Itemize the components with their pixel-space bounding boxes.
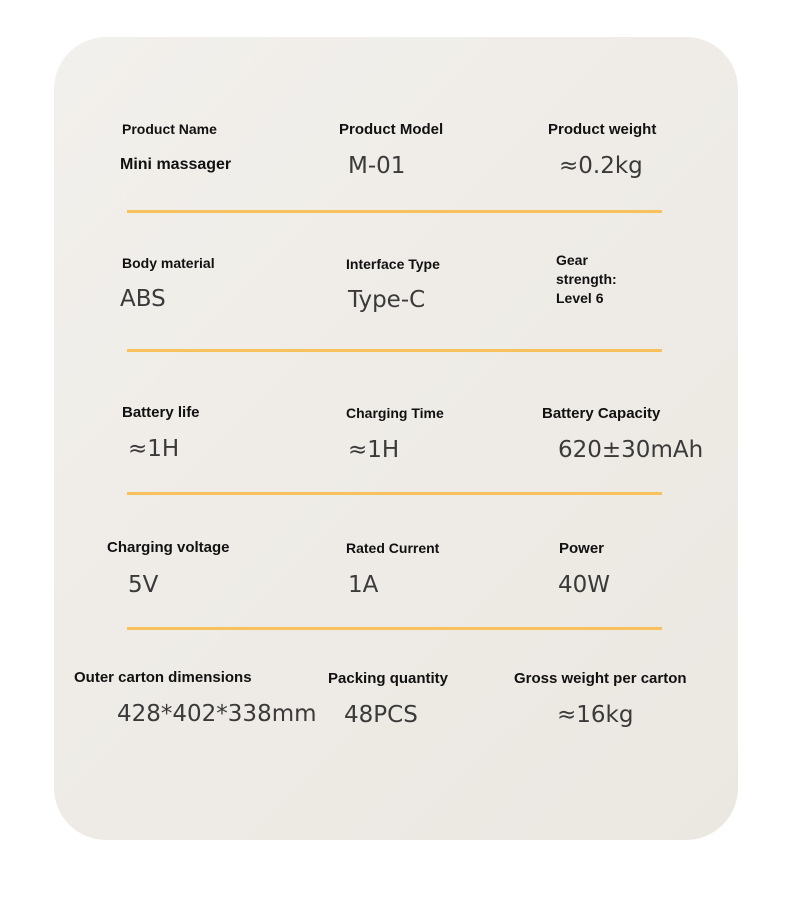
spec-value-outer-carton-dimensions: 428*402*338mm xyxy=(117,701,317,727)
spec-label-rated-current: Rated Current xyxy=(346,540,440,556)
spec-value-battery-life: ≈1H xyxy=(128,436,180,462)
spec-label-charging-voltage: Charging voltage xyxy=(107,539,230,556)
spec-value-rated-current: 1A xyxy=(348,572,379,598)
spec-value-power: 40W xyxy=(558,572,611,598)
spec-value-battery-capacity: 620±30mAh xyxy=(558,437,704,463)
spec-value-product-name: Mini massager xyxy=(120,156,232,173)
spec-label-outer-carton-dimensions: Outer carton dimensions xyxy=(74,669,252,686)
spec-label-product-name: Product Name xyxy=(122,121,217,137)
spec-label-body-material: Body material xyxy=(122,255,215,271)
spec-label-interface-type: Interface Type xyxy=(346,256,440,272)
spec-label-gross-weight-per-carton: Gross weight per carton xyxy=(514,670,687,687)
spec-label-packing-quantity: Packing quantity xyxy=(328,670,449,687)
row-divider-4 xyxy=(127,627,662,630)
spec-value-charging-time: ≈1H xyxy=(348,437,400,463)
spec-label-charging-time: Charging Time xyxy=(346,405,444,421)
spec-value-packing-quantity: 48PCS xyxy=(344,702,418,728)
row-divider-2 xyxy=(127,349,662,352)
spec-label-battery-life: Battery life xyxy=(122,404,200,421)
spec-value-charging-voltage: 5V xyxy=(128,572,159,598)
row-divider-3 xyxy=(127,492,662,495)
spec-label-power: Power xyxy=(559,540,605,557)
spec-value-interface-type: Type-C xyxy=(348,287,426,313)
spec-label-product-model: Product Model xyxy=(339,121,444,138)
spec-label-battery-capacity: Battery Capacity xyxy=(542,405,661,422)
spec-value-product-weight: ≈0.2kg xyxy=(559,153,643,179)
row-divider-1 xyxy=(127,210,662,213)
spec-label-product-weight: Product weight xyxy=(548,121,657,138)
spec-value-body-material: ABS xyxy=(120,286,166,312)
spec-label-gear-strength: Gear strength: Level 6 xyxy=(556,252,617,306)
spec-value-gross-weight-per-carton: ≈16kg xyxy=(557,702,634,728)
spec-value-product-model: M-01 xyxy=(348,153,406,179)
